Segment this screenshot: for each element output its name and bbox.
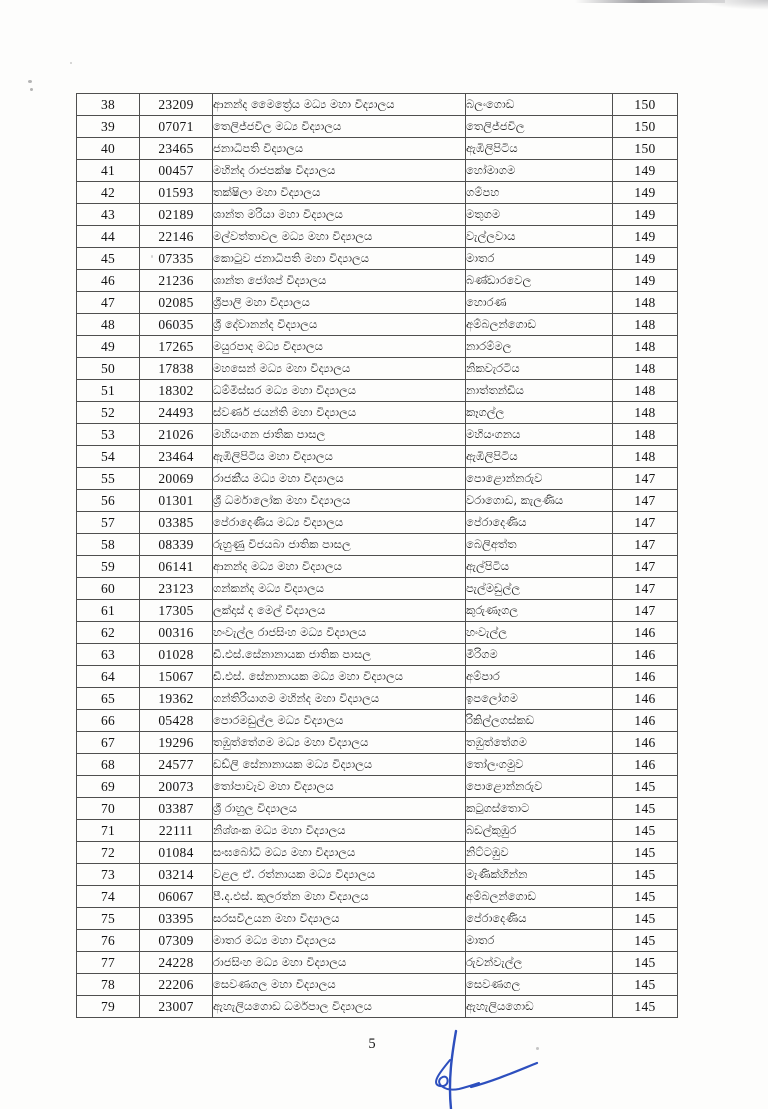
school-town: අම්බලන්ගොඩ bbox=[466, 314, 613, 336]
school-town: මහියංගනය bbox=[466, 424, 613, 446]
school-town: මාතර bbox=[466, 930, 613, 952]
school-name: රාජකීය මධ්‍ය මහා විද්‍යාලය bbox=[213, 468, 466, 490]
school-code: 01028 bbox=[140, 644, 213, 666]
table-row bbox=[77, 248, 678, 270]
school-name: තෙලිජ්ජවිල මධ්‍ය විද්‍යාලය bbox=[213, 116, 466, 138]
marks-count: 150 bbox=[613, 138, 678, 160]
table-row bbox=[77, 116, 678, 138]
school-town: බලංගොඩ bbox=[466, 94, 613, 116]
school-code: 07071 bbox=[140, 116, 213, 138]
table-row bbox=[77, 226, 678, 248]
marks-count: 145 bbox=[613, 798, 678, 820]
table-row bbox=[77, 996, 678, 1018]
row-number: 75 bbox=[77, 908, 140, 930]
school-name: ශ්‍රී රාහුල විද්‍යාලය bbox=[213, 798, 466, 820]
marks-count: 148 bbox=[613, 446, 678, 468]
row-number: 48 bbox=[77, 314, 140, 336]
school-town: සෙවණගල bbox=[466, 974, 613, 996]
row-number: 63 bbox=[77, 644, 140, 666]
school-name: මාතර මධ්‍ය මහා විද්‍යාලය bbox=[213, 930, 466, 952]
marks-count: 145 bbox=[613, 974, 678, 996]
school-name: හංවැල්ල රාජසිංහ මධ්‍ය විද්‍යාලය bbox=[213, 622, 466, 644]
table-row bbox=[77, 358, 678, 380]
school-name: ධම්මිස්සර මධ්‍ය මහා විද්‍යාලය bbox=[213, 380, 466, 402]
row-number: 77 bbox=[77, 952, 140, 974]
school-code: 00316 bbox=[140, 622, 213, 644]
school-town: පැල්මඩුල්ල bbox=[466, 578, 613, 600]
marks-count: 149 bbox=[613, 248, 678, 270]
row-number: 69 bbox=[77, 776, 140, 798]
marks-count: 145 bbox=[613, 952, 678, 974]
row-number: 64 bbox=[77, 666, 140, 688]
school-code: 19296 bbox=[140, 732, 213, 754]
marks-count: 147 bbox=[613, 578, 678, 600]
table-row bbox=[77, 732, 678, 754]
table-row bbox=[77, 314, 678, 336]
table-row bbox=[77, 710, 678, 732]
school-code: 01593 bbox=[140, 182, 213, 204]
row-number: 66 bbox=[77, 710, 140, 732]
row-number: 59 bbox=[77, 556, 140, 578]
row-number: 42 bbox=[77, 182, 140, 204]
school-town: අම්පාර bbox=[466, 666, 613, 688]
table-row bbox=[77, 556, 678, 578]
school-town: නාත්තන්ඩිය bbox=[466, 380, 613, 402]
row-number: 70 bbox=[77, 798, 140, 820]
scan-speck bbox=[536, 1047, 539, 1050]
table-row bbox=[77, 578, 678, 600]
school-town: ඇල්පිටිය bbox=[466, 556, 613, 578]
row-number: 67 bbox=[77, 732, 140, 754]
table-row bbox=[77, 512, 678, 534]
scan-speck bbox=[30, 88, 33, 91]
school-name: පී.ද.එස්. කුලරත්න මහා විද්‍යාලය bbox=[213, 886, 466, 908]
school-name: වළල ඒ. රත්නායක මධ්‍ය විද්‍යාලය bbox=[213, 864, 466, 886]
school-name: ශ්‍රීපාලි මහා විද්‍යාලය bbox=[213, 292, 466, 314]
school-code: 24493 bbox=[140, 402, 213, 424]
school-name: පොරමඩුල්ල මධ්‍ය විද්‍යාලය bbox=[213, 710, 466, 732]
page-number: 5 bbox=[368, 1036, 376, 1052]
row-number: 62 bbox=[77, 622, 140, 644]
school-code: 23465 bbox=[140, 138, 213, 160]
school-town: අම්බලන්ගොඩ bbox=[466, 886, 613, 908]
marks-count: 145 bbox=[613, 996, 678, 1018]
school-code: 06067 bbox=[140, 886, 213, 908]
row-number: 46 bbox=[77, 270, 140, 292]
school-code: 17265 bbox=[140, 336, 213, 358]
school-town: හංවැල්ල bbox=[466, 622, 613, 644]
school-code: 02085 bbox=[140, 292, 213, 314]
school-town: ඇඹිලිපිටිය bbox=[466, 138, 613, 160]
school-town: තෝලංගමුව bbox=[466, 754, 613, 776]
table-row bbox=[77, 820, 678, 842]
table-row bbox=[77, 622, 678, 644]
school-town: කෑගල්ල bbox=[466, 402, 613, 424]
row-number: 72 bbox=[77, 842, 140, 864]
school-town: ගම්පහ bbox=[466, 182, 613, 204]
marks-count: 148 bbox=[613, 336, 678, 358]
table-row bbox=[77, 952, 678, 974]
marks-count: 147 bbox=[613, 600, 678, 622]
school-town: බෙලිඅත්ත bbox=[466, 534, 613, 556]
row-number: 65 bbox=[77, 688, 140, 710]
row-number: 50 bbox=[77, 358, 140, 380]
signature-stroke-vertical bbox=[450, 1031, 456, 1109]
school-town: මතුගම bbox=[466, 204, 613, 226]
row-number: 56 bbox=[77, 490, 140, 512]
marks-count: 145 bbox=[613, 776, 678, 798]
school-code: 19362 bbox=[140, 688, 213, 710]
scan-speck bbox=[28, 80, 32, 83]
school-town: තෙලිජ්ජවිල bbox=[466, 116, 613, 138]
school-name: ස්වර්ණ ජයන්ති මහා විද්‍යාලය bbox=[213, 402, 466, 424]
school-code: 20073 bbox=[140, 776, 213, 798]
marks-count: 147 bbox=[613, 468, 678, 490]
table-row bbox=[77, 94, 678, 116]
table-row bbox=[77, 534, 678, 556]
school-town: බඩල්කුඹුර bbox=[466, 820, 613, 842]
table-row bbox=[77, 886, 678, 908]
school-town: ඉපලෝගම bbox=[466, 688, 613, 710]
table-row bbox=[77, 270, 678, 292]
school-name: ඩී.එස්.සේනානායක ජාතික පාසල bbox=[213, 644, 466, 666]
school-code: 21236 bbox=[140, 270, 213, 292]
marks-count: 148 bbox=[613, 292, 678, 314]
marks-count: 148 bbox=[613, 402, 678, 424]
marks-count: 145 bbox=[613, 864, 678, 886]
school-name: ශ්‍රී ධර්මාලෝක මහා විද්‍යාලය bbox=[213, 490, 466, 512]
row-number: 78 bbox=[77, 974, 140, 996]
marks-count: 147 bbox=[613, 556, 678, 578]
marks-count: 147 bbox=[613, 534, 678, 556]
school-code: 24577 bbox=[140, 754, 213, 776]
school-name: ආනන්ද මෛත්‍රේය මධ්‍ය මහා විද්‍යාලය bbox=[213, 94, 466, 116]
row-number: 61 bbox=[77, 600, 140, 622]
school-code: 17838 bbox=[140, 358, 213, 380]
row-number: 74 bbox=[77, 886, 140, 908]
table-row bbox=[77, 160, 678, 182]
school-code: 22146 bbox=[140, 226, 213, 248]
row-number: 47 bbox=[77, 292, 140, 314]
school-table-body bbox=[77, 94, 678, 1018]
school-town: පේරාදෙණිය bbox=[466, 512, 613, 534]
marks-count: 145 bbox=[613, 886, 678, 908]
school-name: ලක්දාස් ද මෙල් විද්‍යාලය bbox=[213, 600, 466, 622]
school-name: ඩී.එස්. සේනානායක මධ්‍ය මහා විද්‍යාලය bbox=[213, 666, 466, 688]
school-code: 06141 bbox=[140, 556, 213, 578]
school-code: 03214 bbox=[140, 864, 213, 886]
marks-count: 150 bbox=[613, 94, 678, 116]
row-number: 79 bbox=[77, 996, 140, 1018]
scan-corner-haze bbox=[698, 0, 768, 10]
scan-speck bbox=[70, 62, 72, 64]
school-town: වැල්ලවාය bbox=[466, 226, 613, 248]
school-name: තක්ෂිලා මහා විද්‍යාලය bbox=[213, 182, 466, 204]
table-row bbox=[77, 666, 678, 688]
school-code: 18302 bbox=[140, 380, 213, 402]
table-row bbox=[77, 798, 678, 820]
school-name: ඇඹිලිපිටිය මහා විද්‍යාලය bbox=[213, 446, 466, 468]
row-number: 43 bbox=[77, 204, 140, 226]
school-town: නිට්ටඹුව bbox=[466, 842, 613, 864]
marks-count: 146 bbox=[613, 710, 678, 732]
school-code: 01084 bbox=[140, 842, 213, 864]
row-number: 54 bbox=[77, 446, 140, 468]
row-number: 49 bbox=[77, 336, 140, 358]
marks-count: 146 bbox=[613, 622, 678, 644]
row-number: 52 bbox=[77, 402, 140, 424]
school-code: 22206 bbox=[140, 974, 213, 996]
marks-count: 149 bbox=[613, 204, 678, 226]
row-number: 51 bbox=[77, 380, 140, 402]
school-code: 02189 bbox=[140, 204, 213, 226]
row-number: 71 bbox=[77, 820, 140, 842]
school-code: 05428 bbox=[140, 710, 213, 732]
table-row bbox=[77, 446, 678, 468]
school-town: පොළොන්නරුව bbox=[466, 776, 613, 798]
table-row bbox=[77, 688, 678, 710]
school-code: 08339 bbox=[140, 534, 213, 556]
marks-count: 146 bbox=[613, 666, 678, 688]
school-name: ශ්‍රී දේවානන්ද විද්‍යාලය bbox=[213, 314, 466, 336]
marks-count: 148 bbox=[613, 380, 678, 402]
school-name: මහින්ද රාජපක්ෂ විද්‍යාලය bbox=[213, 160, 466, 182]
school-name: ආනන්ද මධ්‍ය මහා විද්‍යාලය bbox=[213, 556, 466, 578]
school-code: 20069 bbox=[140, 468, 213, 490]
table-row bbox=[77, 776, 678, 798]
table-row bbox=[77, 754, 678, 776]
row-number: 57 bbox=[77, 512, 140, 534]
school-town: හොරණ bbox=[466, 292, 613, 314]
row-number: 40 bbox=[77, 138, 140, 160]
school-name: ජනාධිපති විද්‍යාලය bbox=[213, 138, 466, 160]
marks-count: 145 bbox=[613, 820, 678, 842]
school-name: මයුරපාද මධ්‍ය විද්‍යාලය bbox=[213, 336, 466, 358]
table-row bbox=[77, 138, 678, 160]
row-number: 53 bbox=[77, 424, 140, 446]
school-town: මැණික්හින්න bbox=[466, 864, 613, 886]
table-row bbox=[77, 864, 678, 886]
table-row bbox=[77, 182, 678, 204]
school-name: ඇහැලියගොඩ ධර්මපාල විද්‍යාලය bbox=[213, 996, 466, 1018]
school-code: 22111 bbox=[140, 820, 213, 842]
school-code: 00457 bbox=[140, 160, 213, 182]
school-name: ගන්තිරියාගම මහින්ද මහා විද්‍යාලය bbox=[213, 688, 466, 710]
table-row bbox=[77, 908, 678, 930]
marks-count: 149 bbox=[613, 226, 678, 248]
marks-count: 145 bbox=[613, 908, 678, 930]
school-code: 03395 bbox=[140, 908, 213, 930]
school-town: හෝමාගම bbox=[466, 160, 613, 182]
school-code: 01301 bbox=[140, 490, 213, 512]
school-code: 15067 bbox=[140, 666, 213, 688]
marks-count: 145 bbox=[613, 842, 678, 864]
school-town: මාතර bbox=[466, 248, 613, 270]
school-name: ඩඩ්ලි සේනානායක මධ්‍ය විද්‍යාලය bbox=[213, 754, 466, 776]
row-number: 76 bbox=[77, 930, 140, 952]
marks-count: 149 bbox=[613, 182, 678, 204]
school-code: 03385 bbox=[140, 512, 213, 534]
school-town: වරාගොඩ, කැලණිය bbox=[466, 490, 613, 512]
school-town: රිකිල්ලගස්කඩ bbox=[466, 710, 613, 732]
marks-count: 147 bbox=[613, 512, 678, 534]
marks-count: 146 bbox=[613, 754, 678, 776]
school-code: 23007 bbox=[140, 996, 213, 1018]
school-code: 23123 bbox=[140, 578, 213, 600]
row-number: 68 bbox=[77, 754, 140, 776]
row-number: 60 bbox=[77, 578, 140, 600]
table-row bbox=[77, 644, 678, 666]
table-row bbox=[77, 842, 678, 864]
marks-count: 148 bbox=[613, 314, 678, 336]
signature-stroke-loop bbox=[436, 1060, 479, 1090]
school-name: නිශ්ශංක මධ්‍ය මහා විද්‍යාලය bbox=[213, 820, 466, 842]
school-town: කුරුණෑගල bbox=[466, 600, 613, 622]
school-name: මල්වත්තාවල මධ්‍ය මහා විද්‍යාලය bbox=[213, 226, 466, 248]
school-name: මහියංගන ජාතික පාසල bbox=[213, 424, 466, 446]
school-code: 06035 bbox=[140, 314, 213, 336]
school-code: 03387 bbox=[140, 798, 213, 820]
school-town: ඇහැලියගොඩ bbox=[466, 996, 613, 1018]
row-number: 58 bbox=[77, 534, 140, 556]
school-name: රාජසිංහ මධ්‍ය මහා විද්‍යාලය bbox=[213, 952, 466, 974]
table-row bbox=[77, 402, 678, 424]
school-town: නිකවැරටිය bbox=[466, 358, 613, 380]
marks-count: 146 bbox=[613, 688, 678, 710]
marks-count: 149 bbox=[613, 270, 678, 292]
school-code: 17305 bbox=[140, 600, 213, 622]
school-name: සෙවණගල මහා විද්‍යාලය bbox=[213, 974, 466, 996]
marks-count: 146 bbox=[613, 644, 678, 666]
school-town: නාරම්මල bbox=[466, 336, 613, 358]
school-code: 21026 bbox=[140, 424, 213, 446]
school-name: ශාන්ත ජෝශප් විද්‍යාලය bbox=[213, 270, 466, 292]
table-row bbox=[77, 380, 678, 402]
marks-count: 148 bbox=[613, 424, 678, 446]
table-row bbox=[77, 974, 678, 996]
marks-count: 149 bbox=[613, 160, 678, 182]
school-code: 23464 bbox=[140, 446, 213, 468]
table-row bbox=[77, 600, 678, 622]
school-name: සංඝබෝධි මධ්‍ය මහා විද්‍යාලය bbox=[213, 842, 466, 864]
table-row bbox=[77, 292, 678, 314]
school-town: පොළොන්නරුව bbox=[466, 468, 613, 490]
school-code: 07335 bbox=[140, 248, 213, 270]
school-town: රුවන්වැල්ල bbox=[466, 952, 613, 974]
school-town: මීරිගම bbox=[466, 644, 613, 666]
row-number: 38 bbox=[77, 94, 140, 116]
school-town: කටුගස්තොට bbox=[466, 798, 613, 820]
row-number: 45 bbox=[77, 248, 140, 270]
school-town: බණ්ඩාරවෙල bbox=[466, 270, 613, 292]
school-name: තඹුත්තේගම මධ්‍ය මහා විද්‍යාලය bbox=[213, 732, 466, 754]
school-code: 23209 bbox=[140, 94, 213, 116]
row-number: 55 bbox=[77, 468, 140, 490]
marks-count: 147 bbox=[613, 490, 678, 512]
marks-count: 150 bbox=[613, 116, 678, 138]
school-name: පේරාදෙණිය මධ්‍ය විද්‍යාලය bbox=[213, 512, 466, 534]
school-town: පේරාදෙණිය bbox=[466, 908, 613, 930]
table-row bbox=[77, 930, 678, 952]
marks-count: 146 bbox=[613, 732, 678, 754]
school-code: 07309 bbox=[140, 930, 213, 952]
school-town: තඹුත්තේගම bbox=[466, 732, 613, 754]
signature-stroke-tail bbox=[471, 1063, 537, 1087]
school-town: ඇඹිලිපිටිය bbox=[466, 446, 613, 468]
school-ranking-table bbox=[76, 93, 678, 1018]
row-number: 39 bbox=[77, 116, 140, 138]
school-name: සරසවිඋයන මහා විද්‍යාලය bbox=[213, 908, 466, 930]
table-row bbox=[77, 336, 678, 358]
row-number: 73 bbox=[77, 864, 140, 886]
school-code: 24228 bbox=[140, 952, 213, 974]
school-name: කොටුව ජනාධිපති මහා විද්‍යාලය bbox=[213, 248, 466, 270]
marks-count: 145 bbox=[613, 930, 678, 952]
school-name: මහසෙන් මධ්‍ය මහා විද්‍යාලය bbox=[213, 358, 466, 380]
table-row bbox=[77, 490, 678, 512]
table-row bbox=[77, 424, 678, 446]
marks-count: 148 bbox=[613, 358, 678, 380]
row-number: 41 bbox=[77, 160, 140, 182]
table-row bbox=[77, 468, 678, 490]
school-name: ශාන්ත මරියා මහා විද්‍යාලය bbox=[213, 204, 466, 226]
school-name: තෝපාවැව මහා විද්‍යාලය bbox=[213, 776, 466, 798]
school-name: ගන්කන්ද මධ්‍ය විද්‍යාලය bbox=[213, 578, 466, 600]
row-number: 44 bbox=[77, 226, 140, 248]
school-name: රුහුණු විජයබා ජාතික පාසල bbox=[213, 534, 466, 556]
table-row bbox=[77, 204, 678, 226]
